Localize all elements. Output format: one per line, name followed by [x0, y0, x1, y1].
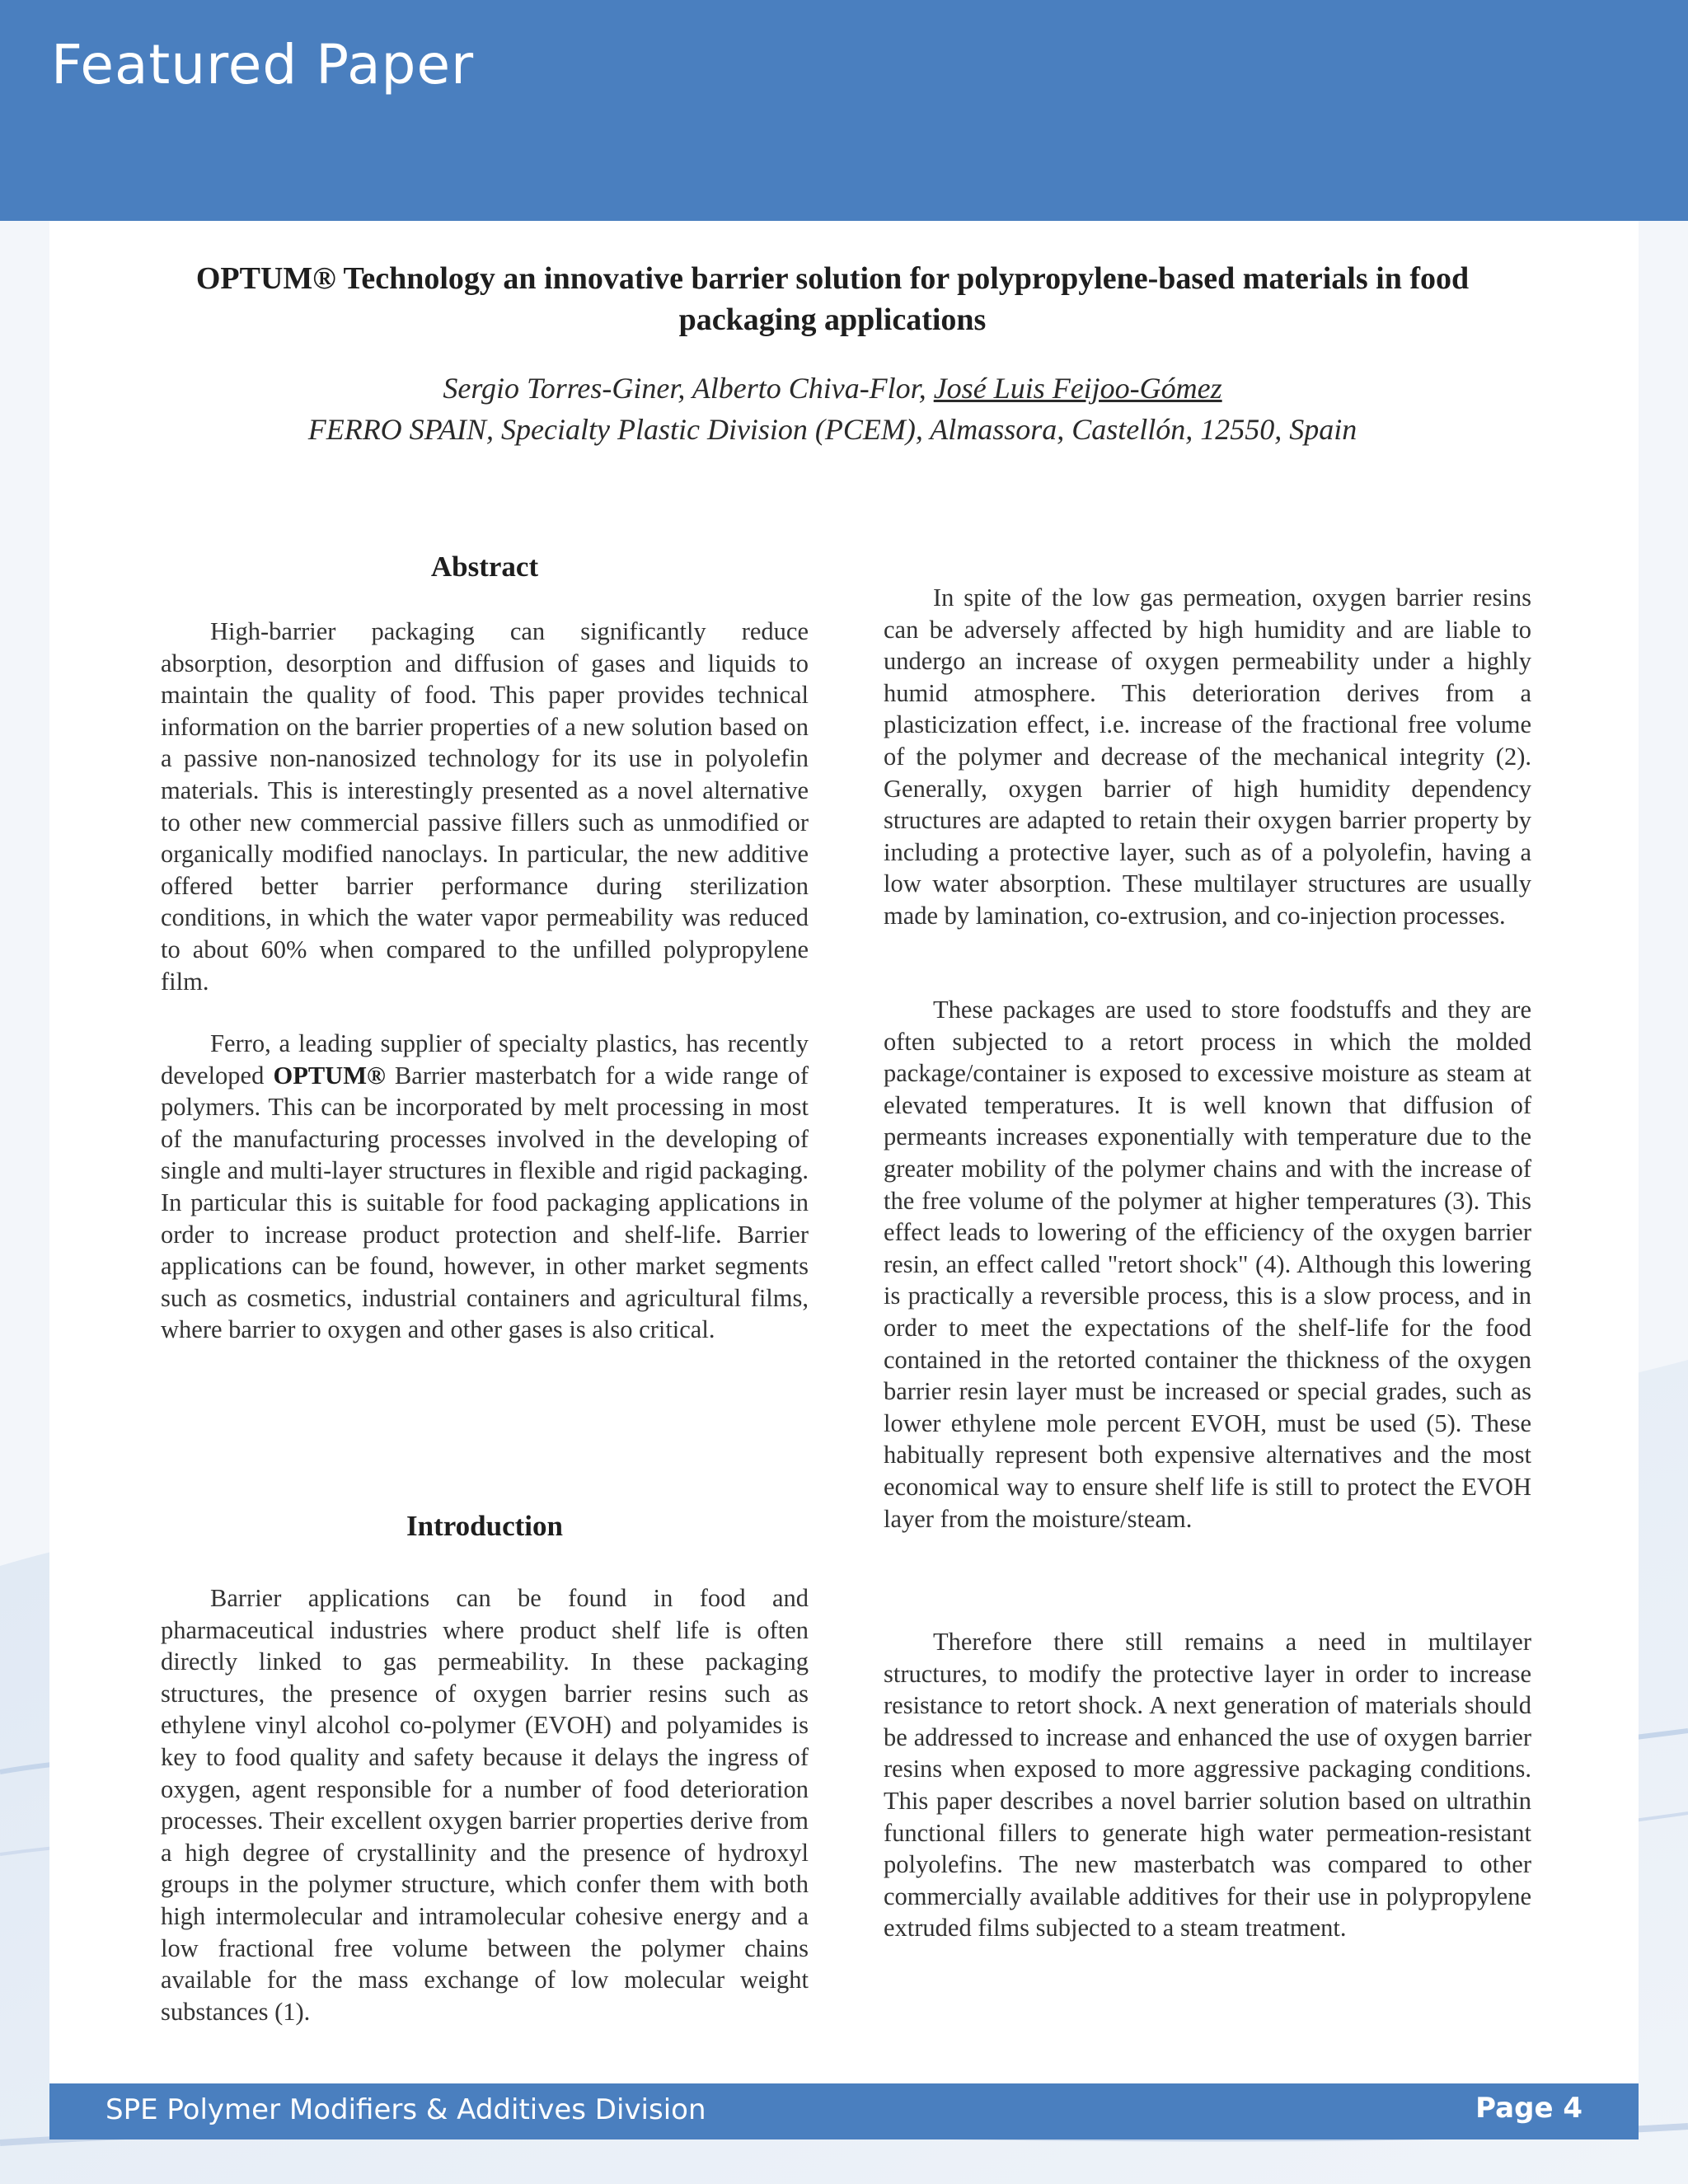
introduction-paragraph-3: These packages are used to store foodstuffs and they are often subjected to a retort process in which the molded package/container is exposed to excessive moisture as steam at elevated temperatures. It is well known that diffusion of permeants increases exponentially with temperature due to the greater mobility of the polymer chains and with the increase of the free volume of the polymer at higher temperatures (3). This effect leads to lowering of the efficiency of the oxygen barrier resin, an effect called "retort shock" (4). Although this lowering is practically a reversible process, this is a slow process, and in order to meet the expectations of the shelf-life for the food contained in the retorted container the thickness of the oxygen barrier resin layer must be increased or special grades, such as lower ethylene mole percent EVOH, must be used (5). These habitually represent both expensive alternatives and the most economical way to ensure shelf life is still to protect the EVOH layer from the moisture/steam.	[884, 996, 1531, 1533]
introduction-paragraph-1: Barrier applications can be found in food and pharmaceutical industries where product shelf life is often directly linked to gas permeability. In these packaging structures, the presence of oxygen barrier resins such as ethylene vinyl alcohol co-polymer (EVOH) and polyamides is key to food quality and safety because it delays the ingress of oxygen, agent responsible for a number of food deterioration processes. Their excellent oxygen barrier properties derive from a high degree of crystallinity and the presence of hydroxyl groups in the polymer structure, which confer them with both high intermolecular and intramolecular cohesive energy and a low fractional free volume between the polymer chains available for the mass exchange of low molecular weight substances (1).	[161, 1584, 809, 2026]
paper-affiliation: FERRO SPAIN, Specialty Plastic Division (PCEM), Almassora, Castellón, 12550, Spain	[307, 413, 1357, 446]
presenting-author: José Luis Feijoo-Gómez	[933, 372, 1222, 405]
optum-brand: OPTUM®	[273, 1061, 386, 1090]
paper-page	[49, 221, 1639, 2083]
abstract-heading: Abstract	[430, 551, 539, 583]
header-title: Featured Paper	[51, 33, 475, 96]
paper-authors	[173, 371, 1492, 405]
abstract-paragraph-1: High-barrier packaging can significantly reduce absorption, desorption and diffusion of gases and liquids to maintain the quality of food. This paper provides technical information on the barrier properties of a new solution based on a passive non-nanosized technology for its use in polyolefin materials. This is interestingly presented as a novel alternative to other new commercial passive fillers such as unmodified or organically modified nanoclays. In particular, the new additive offered better barrier performance during sterilization conditions, in which the water vapor permeability was reduced to about 60% when compared to the unfilled polypropylene film.	[161, 617, 809, 996]
footer-band	[49, 2083, 1639, 2139]
introduction-paragraph-4: Therefore there still remains a need in multilayer structures, to modify the protective layer in order to increase resistance to retort shock. A next generation of materials should be addressed to increase and enhanced the use of oxygen barrier resins when exposed to more aggressive packaging conditions. This paper describes a novel barrier solution based on ultrathin functional fillers to generate high water permeation-resistant polyolefins. The new masterbatch was compared to other commercially available additives for their use in polypropylene extruded films subjected to a steam treatment.	[884, 1628, 1531, 1943]
paper-title: OPTUM® Technology an innovative barrier solution for polypropylene-based materials in food packaging applications	[195, 261, 1470, 337]
page-number: Page 4	[1475, 2092, 1582, 2125]
abstract-paragraph-2: Ferro, a leading supplier of specialty plastics, has recently developed OPTUM® Barrier masterbatch for a wide range of polymers. This can be incorporated by melt processing in most of the manufacturing processes involved in the developing of single and multi-layer structures in flexible and rigid packaging. In particular this is suitable for food packaging applications in order to increase product protection and shelf-life. Barrier applications can be found, however, in other market segments such as cosmetics, industrial containers and agricultural films, where barrier to oxygen and other gases is also critical.	[161, 1029, 809, 1344]
footer-division-name: SPE Polymer Modifiers & Additives Division	[106, 2093, 706, 2126]
authors-list: Sergio Torres-Giner, Alberto Chiva-Flor,	[443, 372, 934, 405]
introduction-paragraph-2: In spite of the low gas permeation, oxygen barrier resins can be adversely affected by high humidity and are liable to undergo an increase of oxygen permeability under a highly humid atmosphere. This deterioration derives from a plasticization effect, i.e. increase of the fractional free volume of the polymer and decrease of the mechanical integrity (2). Generally, oxygen barrier of high humidity dependency structures are adapted to retain their oxygen barrier property by including a protective layer, such as of a polyolefin, having a low water absorption. These multilayer structures are usually made by lamination, co-extrusion, and co-injection processes.	[884, 583, 1531, 930]
introduction-heading: Introduction	[406, 1510, 563, 1542]
header-band	[0, 0, 1688, 221]
